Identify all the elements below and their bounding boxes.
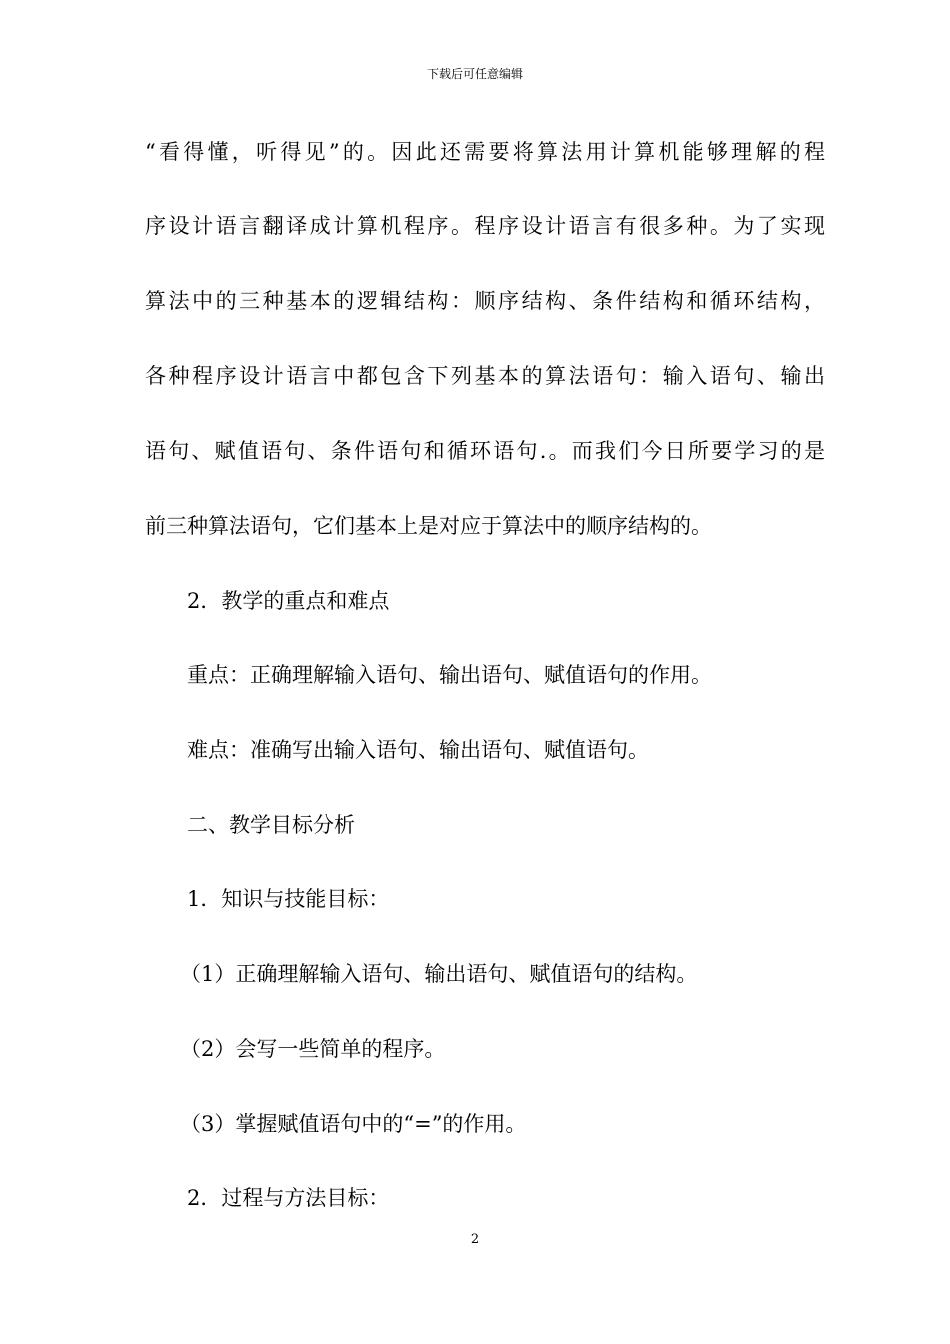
section-heading: 二、教学目标分析: [187, 813, 355, 837]
paragraph-line: 各种程序设计语言中都包含下列基本的算法语句：输入语句、输出: [145, 364, 825, 388]
list-item: （3）掌握赋值语句中的“=”的作用。: [180, 1112, 527, 1136]
paragraph-line: “看得懂，听得见”的。因此还需要将算法用计算机能够理解的程: [145, 140, 825, 164]
key-point-text: 重点：正确理解输入语句、输出语句、赋值语句的作用。: [187, 663, 712, 687]
section-heading: 2．教学的重点和难点: [187, 589, 390, 613]
subsection-heading: 1．知识与技能目标：: [187, 887, 390, 911]
difficulty-text: 难点：准确写出输入语句、输出语句、赋值语句。: [187, 738, 649, 762]
list-item: （1）正确理解输入语句、输出语句、赋值语句的结构。: [180, 962, 698, 986]
paragraph-line: 算法中的三种基本的逻辑结构：顺序结构、条件结构和循环结构，: [145, 289, 825, 313]
list-item: （2）会写一些简单的程序。: [180, 1037, 446, 1061]
subsection-heading: 2．过程与方法目标：: [187, 1186, 390, 1210]
paragraph-line: 序设计语言翻译成计算机程序。程序设计语言有很多种。为了实现: [145, 214, 825, 238]
paragraph-line: 语句、赋值语句、条件语句和循环语句.。而我们今日所要学习的是: [145, 439, 825, 463]
page-number: 2: [470, 1232, 480, 1247]
page-header: 下载后可任意编辑: [426, 67, 523, 81]
paragraph-line: 前三种算法语句，它们基本上是对应于算法中的顺序结构的。: [145, 514, 712, 538]
